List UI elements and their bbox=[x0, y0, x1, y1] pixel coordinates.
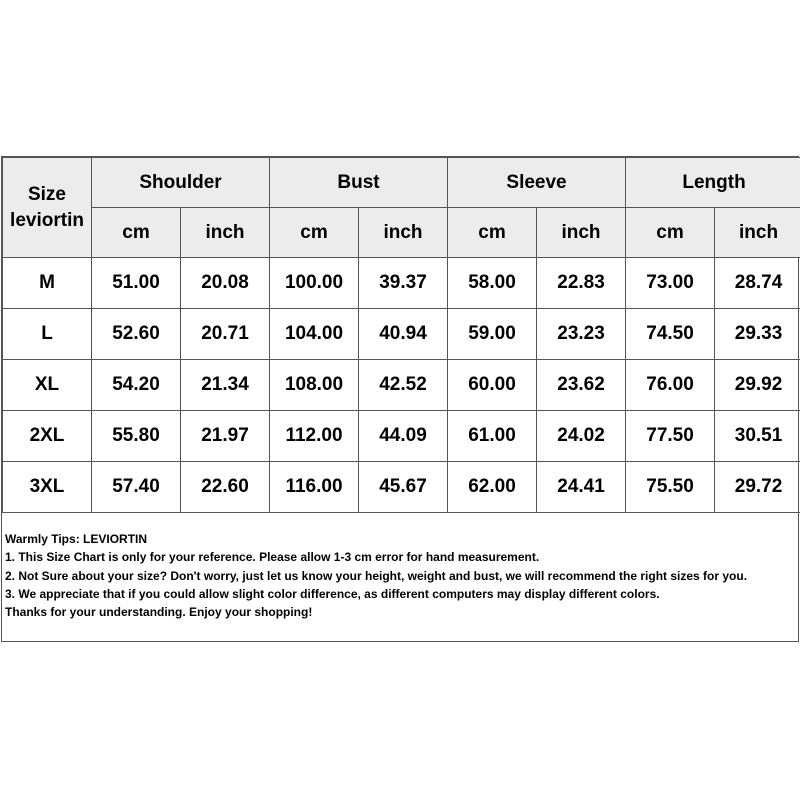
size-cell: L bbox=[3, 309, 92, 360]
value-cell: 22.60 bbox=[181, 462, 270, 513]
unit-header-row bbox=[3, 208, 800, 258]
size-cell: 2XL bbox=[3, 411, 92, 462]
size-cell: M bbox=[3, 258, 92, 309]
value-cell: 29.72 bbox=[715, 462, 800, 513]
table-row bbox=[3, 258, 800, 309]
unit-header: cm bbox=[92, 208, 181, 258]
value-cell: 29.33 bbox=[715, 309, 800, 360]
value-cell: 42.52 bbox=[359, 360, 448, 411]
value-cell: 58.00 bbox=[448, 258, 537, 309]
shoulder-header: Shoulder bbox=[92, 158, 270, 208]
table-row bbox=[3, 462, 800, 513]
value-cell: 20.71 bbox=[181, 309, 270, 360]
value-cell: 52.60 bbox=[92, 309, 181, 360]
unit-header: cm bbox=[448, 208, 537, 258]
value-cell: 40.94 bbox=[359, 309, 448, 360]
group-header-row bbox=[3, 158, 800, 208]
table-row bbox=[3, 309, 800, 360]
value-cell: 57.40 bbox=[92, 462, 181, 513]
sleeve-header: Sleeve bbox=[448, 158, 626, 208]
length-header: Length bbox=[626, 158, 800, 208]
value-cell: 100.00 bbox=[270, 258, 359, 309]
bust-header: Bust bbox=[270, 158, 448, 208]
value-cell: 116.00 bbox=[270, 462, 359, 513]
size-chart-frame bbox=[1, 156, 799, 642]
value-cell: 62.00 bbox=[448, 462, 537, 513]
table-row bbox=[3, 411, 800, 462]
value-cell: 60.00 bbox=[448, 360, 537, 411]
value-cell: 39.37 bbox=[359, 258, 448, 309]
value-cell: 108.00 bbox=[270, 360, 359, 411]
size-header-line1: Size bbox=[27, 183, 67, 205]
unit-header: cm bbox=[270, 208, 359, 258]
value-cell: 77.50 bbox=[626, 411, 715, 462]
size-header-line2: leviortin bbox=[10, 209, 84, 231]
size-chart-table bbox=[2, 157, 800, 513]
value-cell: 24.02 bbox=[537, 411, 626, 462]
value-cell: 61.00 bbox=[448, 411, 537, 462]
value-cell: 21.34 bbox=[181, 360, 270, 411]
tips-line: 2. Not Sure about your size? Don't worry, just let us know your height, weight and bust, we will recommend the right sizes for you. bbox=[5, 568, 748, 583]
value-cell: 23.23 bbox=[537, 309, 626, 360]
value-cell: 20.08 bbox=[181, 258, 270, 309]
value-cell: 74.50 bbox=[626, 309, 715, 360]
tips-line: 1. This Size Chart is only for your reference. Please allow 1-3 cm error for hand measurement. bbox=[5, 550, 540, 565]
size-cell: XL bbox=[3, 360, 92, 411]
table-row bbox=[3, 360, 800, 411]
value-cell: 21.97 bbox=[181, 411, 270, 462]
unit-header: cm bbox=[626, 208, 715, 258]
value-cell: 54.20 bbox=[92, 360, 181, 411]
value-cell: 44.09 bbox=[359, 411, 448, 462]
value-cell: 75.50 bbox=[626, 462, 715, 513]
value-cell: 73.00 bbox=[626, 258, 715, 309]
unit-header: inch bbox=[537, 208, 626, 258]
value-cell: 29.92 bbox=[715, 360, 800, 411]
value-cell: 45.67 bbox=[359, 462, 448, 513]
unit-header: inch bbox=[359, 208, 448, 258]
value-cell: 55.80 bbox=[92, 411, 181, 462]
tips-closing: Thanks for your understanding. Enjoy your shopping! bbox=[5, 605, 313, 620]
value-cell: 24.41 bbox=[537, 462, 626, 513]
value-cell: 59.00 bbox=[448, 309, 537, 360]
value-cell: 28.74 bbox=[715, 258, 800, 309]
value-cell: 76.00 bbox=[626, 360, 715, 411]
size-cell: 3XL bbox=[3, 462, 92, 513]
value-cell: 30.51 bbox=[715, 411, 800, 462]
tips-section bbox=[5, 530, 747, 621]
tips-line: 3. We appreciate that if you could allow slight color difference, as different computers may display different colors. bbox=[5, 586, 660, 601]
value-cell: 112.00 bbox=[270, 411, 359, 462]
value-cell: 23.62 bbox=[537, 360, 626, 411]
unit-header: inch bbox=[715, 208, 800, 258]
tips-title: Warmly Tips: LEVIORTIN bbox=[5, 532, 148, 546]
value-cell: 22.83 bbox=[537, 258, 626, 309]
unit-header: inch bbox=[181, 208, 270, 258]
value-cell: 104.00 bbox=[270, 309, 359, 360]
value-cell: 51.00 bbox=[92, 258, 181, 309]
size-header-cell bbox=[3, 158, 92, 258]
